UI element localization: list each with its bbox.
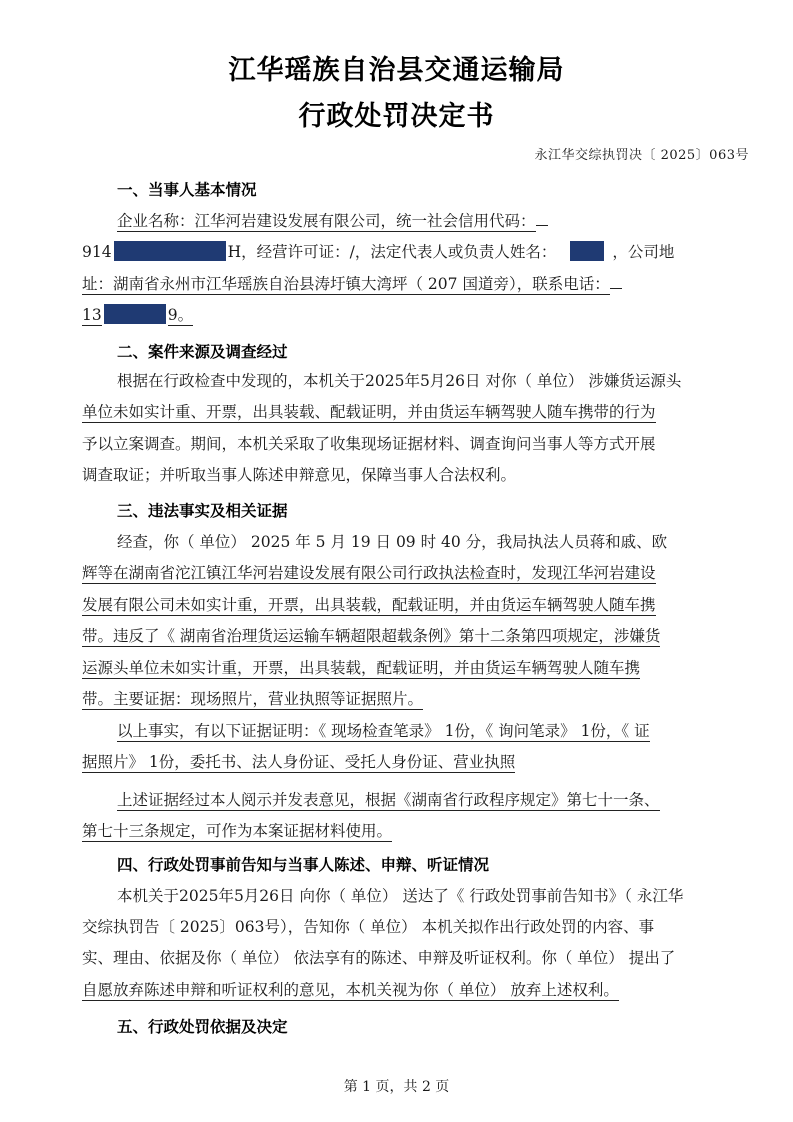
s3-line-2: 辉等在湖南省沱江镇江华河岩建设发展有限公司行政执法检查时，发现江华河岩建设 xyxy=(82,564,656,582)
s3-line-3: 发展有限公司未如实计重，开票，出具装载，配载证明，并由货运车辆驾驶人随车携 xyxy=(82,596,656,614)
page-number: 第 1 页，共 2 页 xyxy=(343,1079,450,1095)
document-number: 永江华交综执罚决〔 2025〕063号 xyxy=(534,148,749,163)
s1-line-3: 址：湖南省永州市江华瑶族自治县涛圩镇大湾坪（ 207 国道旁），联系电话： xyxy=(82,273,622,295)
s4-line-3: 实、理由、依据及你（ 单位） 依法享有的陈述、申辩及听证权利。你（ 单位） 提出了 xyxy=(82,949,676,967)
redacted-representative-name xyxy=(570,241,604,261)
s1-line-4: 13 9。 xyxy=(82,306,194,324)
s4-line-1: 本机关于2025年5月26日 向你（ 单位） 送达了《 行政处罚事前告知书》（ 永江华 xyxy=(117,887,684,905)
s1-line-2: 914 H，经营许可证：/，法定代表人或负责人姓名： ，公司地 xyxy=(82,243,675,261)
s2-line-4: 调查取证；并听取当事人陈述申辩意见，保障当事人合法权利。 xyxy=(82,466,517,484)
section-3-heading: 三、违法事实及相关证据 xyxy=(117,502,288,520)
s3-line-7: 以上事实，有以下证据证明：《 现场检查笔录》 1份，《 询问笔录》 1份，《 证 xyxy=(117,722,650,740)
s3-line-4: 带。违反了《 湖南省治理货运运输车辆超限超载条例》第十二条第四项规定，涉嫌货 xyxy=(82,627,661,645)
s4-line-4: 自愿放弃陈述申辩和听证权利的意见，本机关视为你（ 单位） 放弃上述权利。 xyxy=(82,981,619,999)
authority-title: 江华瑶族自治县交通运输局 xyxy=(228,55,565,86)
s3-line-9: 上述证据经过本人阅示并发表意见，根据《湖南省行政程序规定》第七十一条、 xyxy=(117,791,660,809)
section-2-heading: 二、案件来源及调查经过 xyxy=(117,343,288,361)
s3-line-8: 据照片》 1份，委托书、法人身份证、受托人身份证、营业执照 xyxy=(82,753,516,771)
s3-line-6: 带。主要证据：现场照片，营业执照等证据照片。 xyxy=(82,690,424,708)
section-4-heading: 四、行政处罚事前告知与当事人陈述、申辩、听证情况 xyxy=(117,856,490,874)
s3-line-10: 第七十三条规定，可作为本案证据材料使用。 xyxy=(82,822,393,840)
s2-line-2: 单位未如实计重、开票，出具装载、配载证明，并由货运车辆驾驶人随车携带的行为 xyxy=(82,403,656,421)
s2-line-1: 根据在行政检查中发现的，本机关于2025年5月26日 对你（ 单位） 涉嫌货运源头 xyxy=(117,372,682,390)
redacted-credit-code xyxy=(114,241,226,261)
section-5-heading: 五、行政处罚依据及决定 xyxy=(117,1018,288,1036)
s4-line-2: 交综执罚告〔 2025〕063号），告知你（ 单位） 本机关拟作出行政处罚的内容、事 xyxy=(82,918,655,936)
s3-line-5: 运源头单位未如实计重，开票，出具装载，配载证明，并由货运车辆驾驶人随车携 xyxy=(82,659,641,677)
s1-line-1: 企业名称：江华河岩建设发展有限公司，统一社会信用代码： xyxy=(117,210,548,232)
s3-line-1: 经查，你（ 单位） 2025 年 5 月 19 日 09 时 40 分，我局执法人员蒋和戚、欧 xyxy=(117,533,668,551)
section-1-heading: 一、当事人基本情况 xyxy=(117,181,257,199)
s2-line-3: 予以立案调查。期间，本机关采取了收集现场证据材料、调查询问当事人等方式开展 xyxy=(82,435,656,453)
redacted-phone-number xyxy=(104,304,166,324)
document-title: 行政处罚决定书 xyxy=(298,101,495,132)
